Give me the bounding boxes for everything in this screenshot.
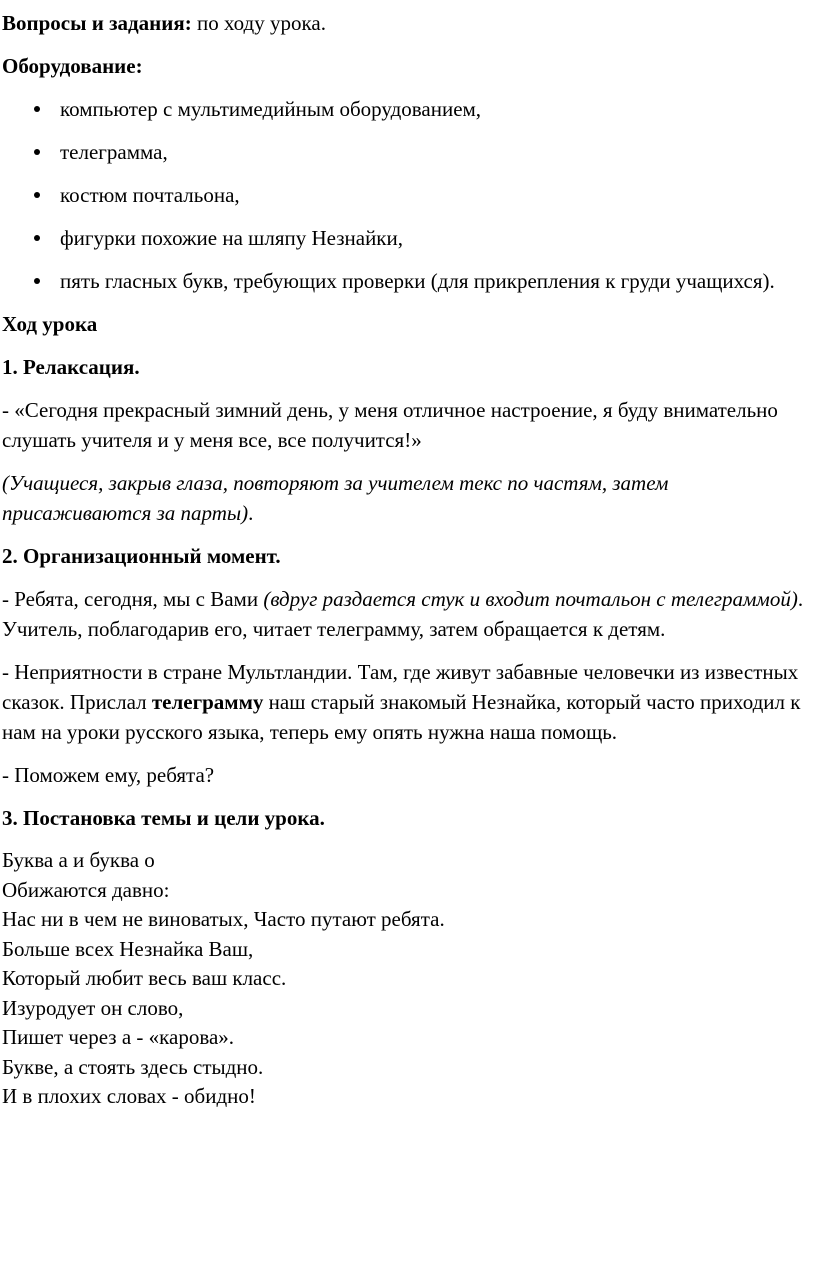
section1-note-end: . <box>248 501 254 525</box>
section2-p2-end: наш старый знакомый Незнайка, который часто приходил к нам на уроки русского языка, теперь ему опять нужна наша помощь. <box>2 690 801 744</box>
poem-line: Буква а и буква о <box>2 848 155 872</box>
poem-line: Который любит весь ваш класс. <box>2 966 287 990</box>
section2-p1-start: - Ребята, сегодня, мы с Вами <box>2 587 264 611</box>
section1-note <box>2 468 816 528</box>
section2-p1-end: . Учитель, поблагодарив его, читает телеграмму, затем обращается к детям. <box>2 587 804 641</box>
section1-heading: 1. Релаксация. <box>2 355 140 379</box>
poem-line: Пишет через а - «карова». <box>2 1025 235 1049</box>
poem-line: Больше всех Незнайка Ваш, <box>2 936 254 961</box>
section2-paragraph-2 <box>2 657 816 747</box>
poem-line: Изуродует он слово, <box>2 995 184 1020</box>
poem-line: Обижаются давно: <box>2 877 170 902</box>
section3-heading: 3. Постановка темы и цели урока. <box>2 806 325 830</box>
equipment-item: телеграмма, <box>2 137 816 167</box>
section2-paragraph-1 <box>2 584 816 644</box>
equipment-item: пять гласных букв, требующих проверки (для прикрепления к груди учащихся). <box>2 266 816 296</box>
equipment-item: фигурки похожие на шляпу Незнайки, <box>2 223 816 253</box>
equipment-heading: Оборудование: <box>2 54 143 78</box>
questions-text: по ходу урока. <box>191 11 326 35</box>
equipment-item: костюм почтальона, <box>2 180 816 210</box>
poem-line: Нас ни в чем не виноватых, Часто путают ребята. <box>2 907 445 931</box>
equipment-list <box>2 94 816 296</box>
section2-p1-italic: (вдруг раздается стук и входит почтальон с телеграммой) <box>263 587 798 611</box>
questions-label: Вопросы и задания: <box>2 11 192 35</box>
top-margin <box>2 0 816 8</box>
section2-heading: 2. Организационный момент. <box>2 544 281 568</box>
poem-line: Букве, а стоять здесь стыдно. <box>2 1054 264 1079</box>
section1-note-italic: (Учащиеся, закрыв глаза, повторяют за учителем текс по частям, затем присаживаются за парты) <box>2 471 669 525</box>
section2-p2-start: - Неприятности в стране Мультландии. Там, где живут забавные человечки из известных сказок. Прислал <box>2 660 799 714</box>
section2-paragraph-3: - Поможем ему, ребята? <box>2 763 215 787</box>
equipment-item: компьютер с мультимедийным оборудованием, <box>2 94 816 124</box>
section1-text: - «Сегодня прекрасный зимний день, у меня отличное настроение, я буду внимательно слушать учителя и у меня все, все получится!» <box>2 398 778 452</box>
section2-p2-bold: телеграмму <box>151 690 264 714</box>
poem-line: И в плохих словах - обидно! <box>2 1084 256 1108</box>
lesson-heading: Ход урока <box>2 312 98 336</box>
poem <box>2 846 816 1112</box>
questions-line <box>2 8 816 38</box>
